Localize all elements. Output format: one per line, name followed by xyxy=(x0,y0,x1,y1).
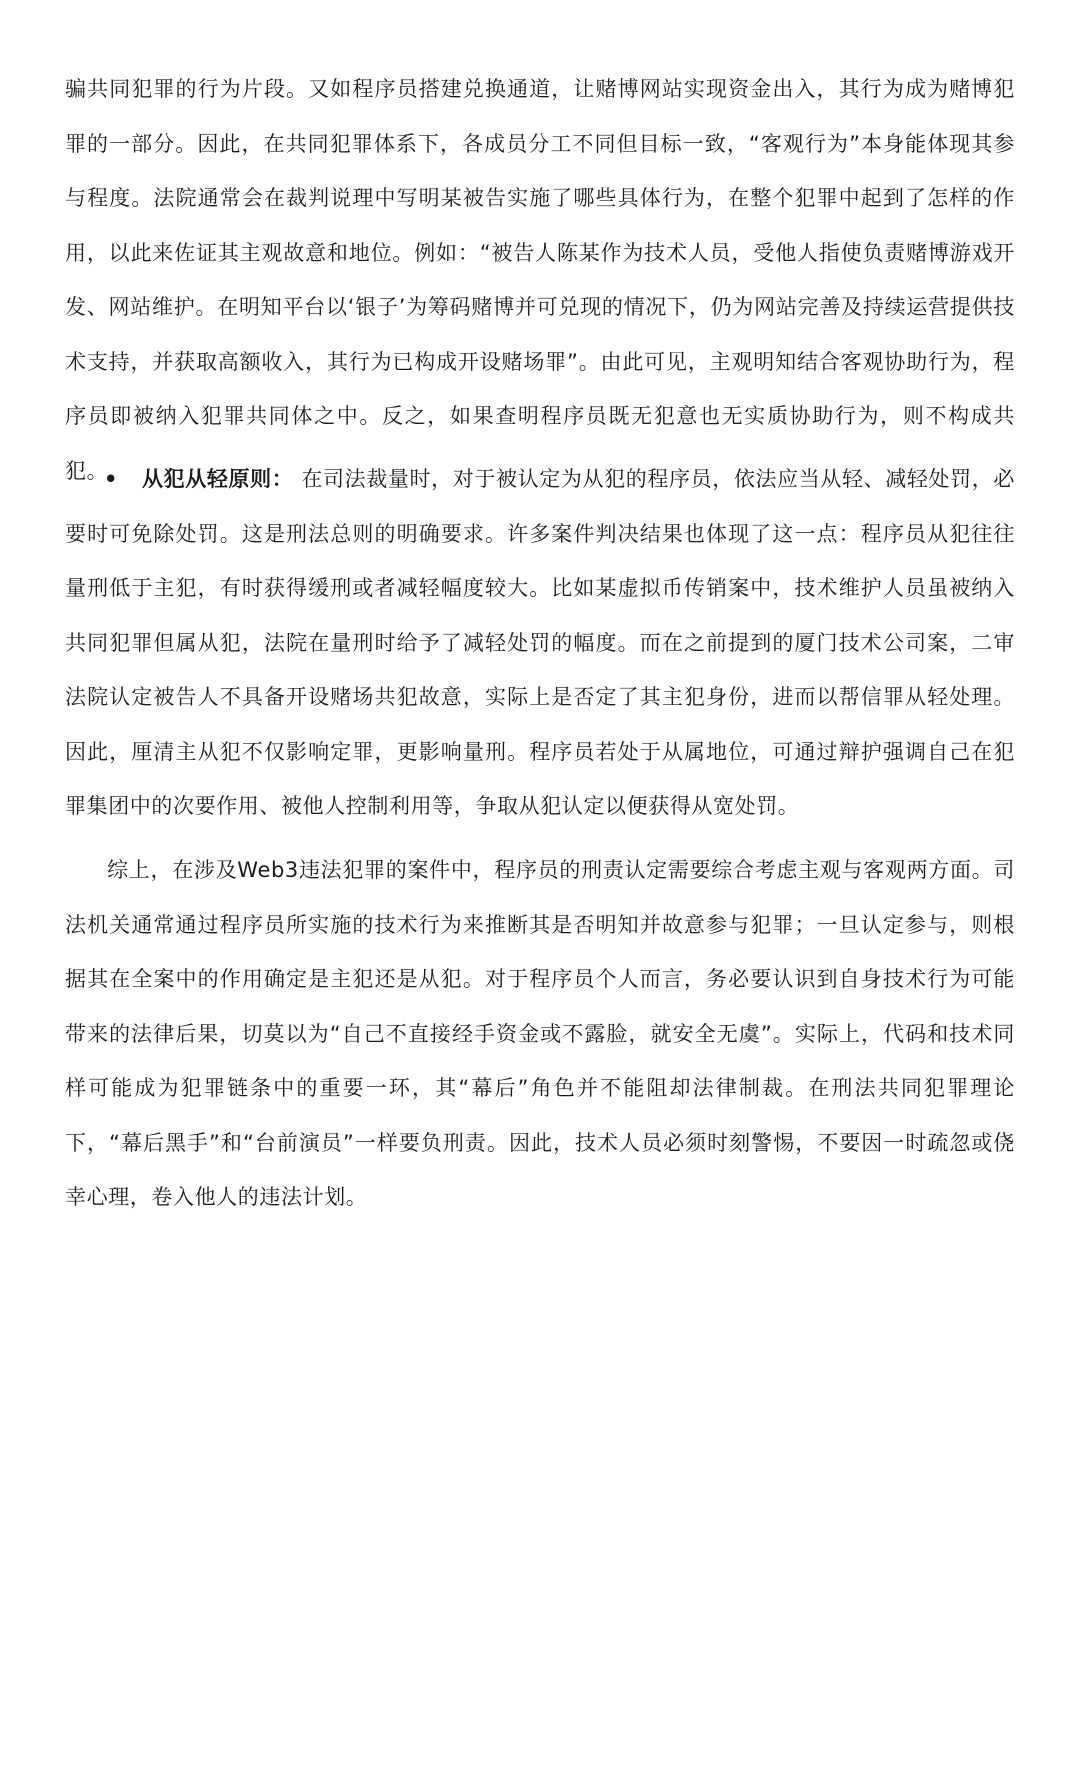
paragraph-1-text: 骗共同犯罪的行为片段。又如程序员搭建兑换通道，让赌博网站实现资金出入，其行为成为赌博犯罪的一部分。因此，在共同犯罪体系下，各成员分工不同但目标一致，“客观行为”本身能体现其参与程度。法院通常会在裁判说理中写明某被告实施了哪些具体行为，在整个犯罪中起到了怎样的作用，以此来佐证其主观故意和地位。例如：“被告人陈某作为技术人员，受他人指使负责赌博游戏开发、网站维护。在明知平台以‘银子’为筹码赌博并可兑现的情况下，仍为网站完善及持续运营提供技术支持，并获取高额收入，其行为已构成开设赌场罪”。由此可见，主观明知结合客观协助行为，程序员即被纳入犯罪共同体之中。反之，如果查明程序员既无犯意也无实质协助行为，则不构成共犯。 xyxy=(65,77,1015,483)
body-paragraph-1 xyxy=(65,62,1015,498)
bullet-title: 从犯从轻原则： xyxy=(142,467,294,491)
paragraph-3-text: 综上，在涉及Web3违法犯罪的案件中，程序员的刑责认定需要综合考虑主观与客观两方面。司法机关通常通过程序员所实施的技术行为来推断其是否明知并故意参与犯罪；一旦认定参与，则根据其在全案中的作用确定是主犯还是从犯。对于程序员个人而言，务必要认识到自身技术行为可能带来的法律后果，切莫以为“自己不直接经手资金或不露脸，就安全无虞”。实际上，代码和技术同样可能成为犯罪链条中的重要一环，其“幕后”角色并不能阻却法律制裁。在刑法共同犯罪理论下，“幕后黑手”和“台前演员”一样要负刑责。因此，技术人员必须时刻警惕，不要因一时疏忽或侥幸心理，卷入他人的违法计划。 xyxy=(65,858,1015,1209)
bullet-marker: • xyxy=(103,467,119,491)
bullet-paragraph-accessory-principle xyxy=(65,452,1015,834)
bullet-text: 在司法裁量时，对于被认定为从犯的程序员，依法应当从轻、减轻处罚，必要时可免除处罚。这是刑法总则的明确要求。许多案件判决结果也体现了这一点：程序员从犯往往量刑低于主犯，有时获得缓刑或者减轻幅度较大。比如某虚拟币传销案中，技术维护人员虽被纳入共同犯罪但属从犯，法院在量刑时给予了减轻处罚的幅度。而在之前提到的厦门技术公司案，二审法院认定被告人不具备开设赌场共犯故意，实际上是否定了其主犯身份，进而以帮信罪从轻处理。因此，厘清主从犯不仅影响定罪，更影响量刑。程序员若处于从属地位，可通过辩护强调自己在犯罪集团中的次要作用、被他人控制利用等，争取从犯认定以便获得从宽处罚。 xyxy=(65,467,1016,818)
body-paragraph-conclusion xyxy=(65,843,1015,1225)
